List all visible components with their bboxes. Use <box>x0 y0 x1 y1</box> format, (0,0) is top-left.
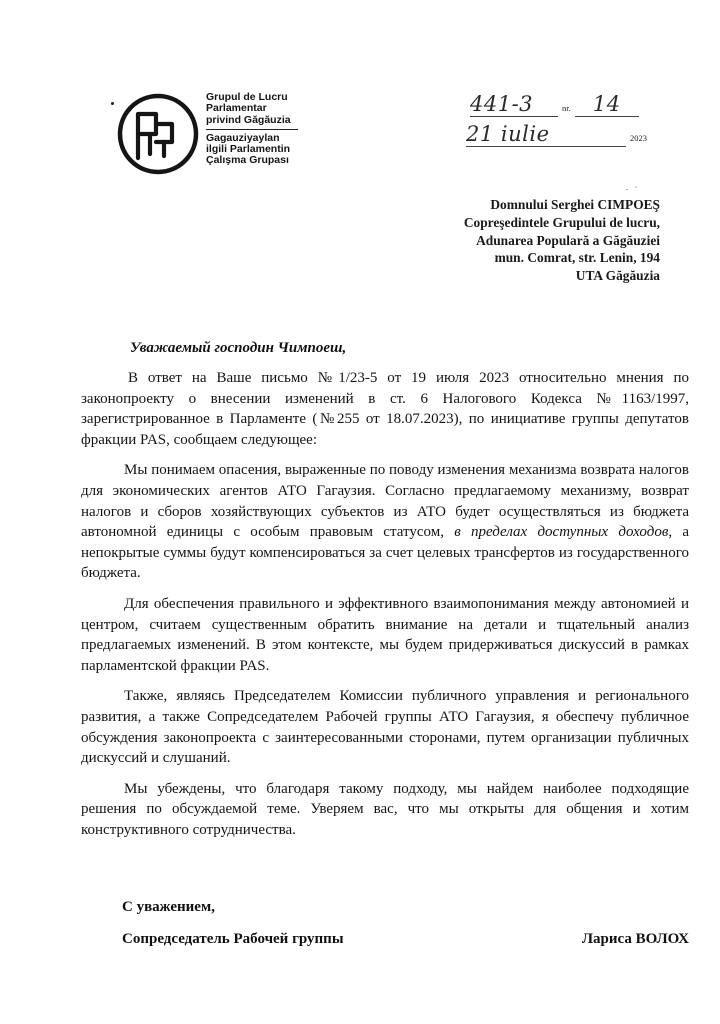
logo-line-gag-2: ilgili Parlamentin <box>206 143 291 156</box>
addressee-position: Copreşedintele Grupului de lucru, <box>463 214 660 230</box>
addressee-name: Domnului Serghei CIMPOEŞ <box>490 197 660 212</box>
paragraph-2-emphasis: в пределах доступных доходов <box>454 524 669 541</box>
registration-number: 441-3 <box>470 92 558 117</box>
logo-line-gag-1: Gagauziyaylan <box>206 131 280 144</box>
paragraph-4: Также, являясь Председателем Комиссии публичного управления и регионального развития, а также Сопредседателем Рабочей группы АТО Гагаузия, я обеспечу публичное обсуждения законопроекта с заинтересованными сторонами, путем организации публичных дискуссий и слушаний. <box>81 688 689 767</box>
scan-speck <box>111 102 114 105</box>
logo-line-gag-3: Çalışma Grupası <box>206 154 289 167</box>
paragraph-1: В ответ на Ваше письмо №1/23-5 от 19 июля 2023 относительно мнения по законопроекту о внесении изменений в ст. 6 Налогового Кодекса №1163/1997, зарегистрированное в Парламенте (№255 от 18.07.2023), по инициативе группы депутатов фракции PAS, сообщаем следующее: <box>81 370 689 448</box>
addressee-region: UTA Găgăuzia <box>575 268 660 284</box>
signer-name: Лариса ВОЛОХ <box>581 931 689 947</box>
registration-date-row <box>466 122 647 147</box>
nr-label: nr. <box>562 103 571 113</box>
logo-line-ro-2: Parlamentar <box>206 102 267 115</box>
addressee-institution: Adunarea Populară a Găgăuziei <box>476 232 660 248</box>
paragraph-3: Для обеспечения правильного и эффективного взаимопонимания между автономией и центром, считаем существенным обратить внимание на детали и тщательный анализ предлагаемых изменений. В этом контексте, мы будем придерживаться дискуссий в рамках парламентской фракции PAS. <box>81 595 689 674</box>
paragraph-2 <box>81 460 689 584</box>
logo-line-ro-1: Grupul de Lucru <box>206 91 288 103</box>
signer-title: Сопредседатель Рабочей группы <box>122 931 344 947</box>
registration-date: 21 iulie <box>466 122 626 147</box>
scan-dots: . · <box>626 182 640 192</box>
logo-line-ro-3: privind Găgăuzia <box>206 113 291 126</box>
addressee-block <box>300 196 660 285</box>
registration-number-row <box>470 92 639 117</box>
registration-year: 2023 <box>630 133 647 143</box>
logo-text <box>206 92 316 167</box>
paragraph-5: Мы убеждены, что благодаря такому подходу, мы найдем наиболее подходящие решения по обсуждаемой теме. Уверяем вас, что мы открыты для общения и хотим конструктивного сотрудничества. <box>81 780 689 838</box>
paragraph-2-tail: , а непокрытые суммы будут компенсироваться за счет целевых трансфертов из государственного бюджета. <box>81 524 689 582</box>
paragraph-2-text: Мы понимаем опасения, выраженные по поводу изменения механизма возврата налогов для экономических агентов АТО Гагаузия. Согласно предлагаемому механизму, возврат налогов и сборов хозяйствующих субъектов из АТО будет осуществляться из бюджета автономной единицы с особым правовым статусом, <box>81 462 689 541</box>
salutation: Уважаемый господин Чимпоеш, <box>130 340 347 356</box>
registration-nr-value: 14 <box>575 92 639 117</box>
working-group-logo-icon <box>116 92 200 176</box>
letter-body <box>81 368 689 850</box>
logo-divider <box>206 129 298 130</box>
closing: С уважением, <box>122 899 215 915</box>
addressee-street: mun. Comrat, str. Lenin, 194 <box>494 250 660 266</box>
